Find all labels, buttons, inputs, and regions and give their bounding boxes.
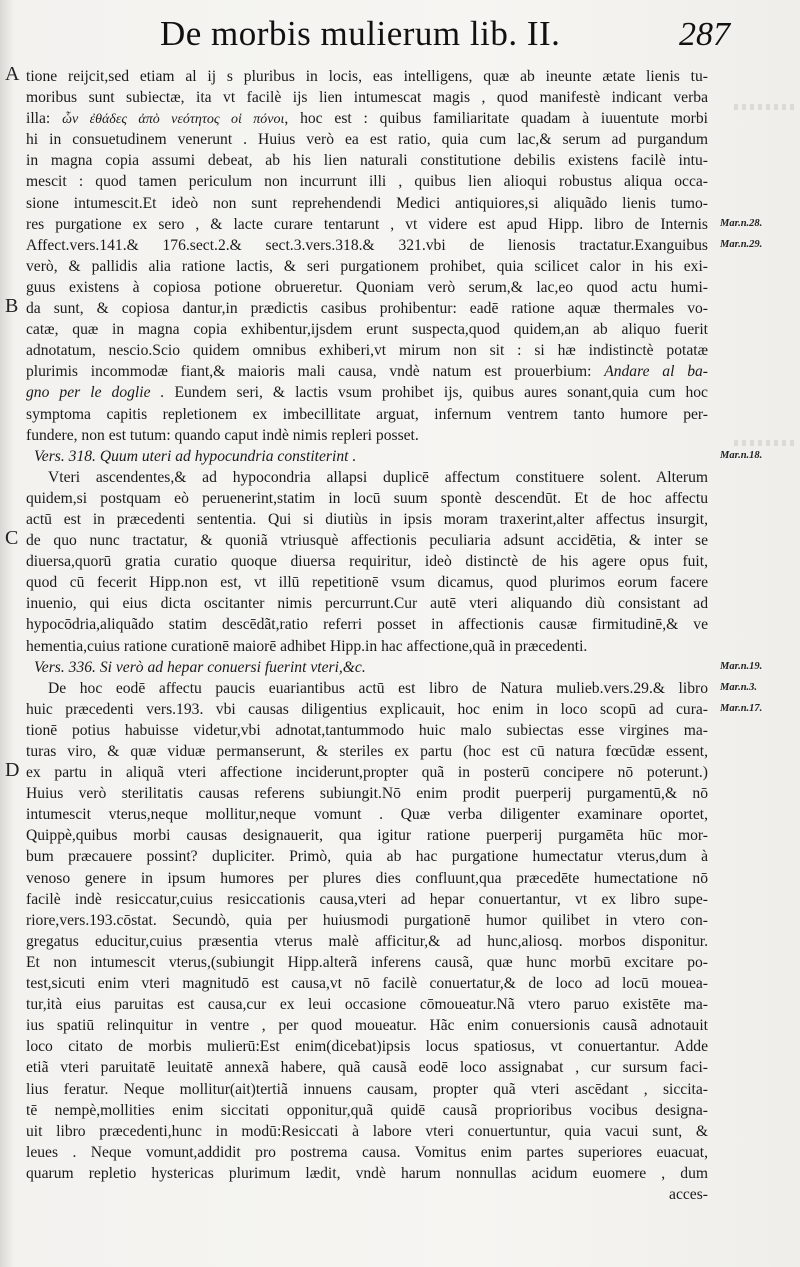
- running-title: De morbis mulierum lib. II.: [160, 14, 561, 53]
- section-marker: A: [5, 63, 20, 85]
- text-line: ex partu in aliquã vteri affectione inciderunt,propter quã in posterū concipere nō poterunt.): [26, 764, 708, 782]
- text-line: tione reijcit,sed etiam al ij s pluribus in locis, eas intelligens, quæ ab ineunte ætate lienis tu-: [26, 68, 708, 85]
- text-line: adnotatum, nescio.Scio quidem omnibus exhiberi,vt mirum non sit : si hæ indistinctè potatæ: [26, 342, 708, 360]
- text-line: tur,ità eius paruitas est causa,cur ex leui occasione cōmoueatur.Nã vtero paruo existēte ma-: [26, 996, 708, 1014]
- text-line: hementia,cuius ratione curationē maiorē adhibet Hipp.in hac affectione,quã in præcedenti.: [26, 637, 588, 655]
- text-line: ius spatiū relinquitur in ventre , per quod moueatur. Hãc enim conuersionis causã adnotauit: [26, 1017, 708, 1035]
- text-line: res purgatione ex sero , & lacte curare tentarunt , vt videre est apud Hipp. libro de Internis: [26, 215, 708, 233]
- text-line: Vers. 318. Quum uteri ad hypocundria constiterint .: [34, 447, 357, 465]
- section-marker: B: [5, 295, 19, 318]
- text-span: plurimis incommodæ fiant,& maioris mali causa, vndè natum est prouerbium:: [26, 363, 605, 381]
- text-line: [26, 108, 708, 129]
- text-line: actū est in præcedenti sententia. Qui si diutiùs in ipsis moram traxerint,alter affectus insurgit,: [26, 510, 708, 528]
- text-line: huic præcedenti vers.193. vbi causas diligentius explicauit, hoc enim in loco scopū ad cura-: [26, 700, 708, 718]
- text-line: Huius verò sterilitatis causas referens subiungit.Nō enim prodit puerperij purgamentū,& nō: [26, 785, 708, 803]
- text-line: moribus sunt subiectæ, ita vt facilè ijs lien intumescat magis , quod manifestè indicant verba: [26, 89, 708, 107]
- text-span-greek: ὧν ἐθάδες ἀπὸ νεότητος οἱ πόνοι: [62, 112, 285, 128]
- text-line: gregatus educitur,cuius præsentia vterus malè afficitur,& ad hunc,aliosq. morbos disponitur.: [26, 932, 708, 950]
- text-line: bum præcauere possint? dupliciter. Primò, quia ab hac purgatione humectatur vterus,dum à: [26, 848, 708, 866]
- text-line: De hoc eodē affectu paucis euariantibus actū est libro de Natura mulieb.vers.29.& libro: [48, 679, 708, 697]
- text-line: lius feratur. Neque mollitur(ait)tertiã innuens causam, propter quã vteri ascēdant , siccita-: [26, 1080, 708, 1098]
- page-number: 287: [679, 16, 730, 53]
- text-line: riore,vers.193.cōstat. Secundò, quia per huiusmodi purgationē humor quilibet in vtero con-: [26, 911, 708, 929]
- text-line: inuenio, qui eius dicta oscitanter nimis percurrunt.Cur autē vteri aliquando diù consistant ad: [26, 595, 708, 613]
- body-text: [26, 66, 708, 1205]
- text-line: hypocōdria,aliquãdo statim descēdãt,ratio referri posset in affectionis causæ firmitudinē,& ve: [26, 616, 708, 634]
- margin-note: Mar.n.19.: [720, 660, 763, 672]
- text-line: Vteri ascendentes,& ad hypocondria allapsi duplicē affectum constituere solent. Alterum: [48, 468, 708, 486]
- text-line: quidem,si postquam eò peruenerint,statim in locū suum spontè descendūt. Et de hoc affectu: [26, 489, 708, 507]
- text-line: in magna copia assumi debeat, ab his lien naturali constitutione debilis existens facilè intu-: [26, 152, 708, 170]
- text-line: guus existens à copiosa potione obrueretur. Quoniam verò serum,& lac,eo quod actu humi-: [26, 278, 708, 296]
- text-span: , hoc est : quibus familiaritate quadam à iuuentute morbi: [284, 110, 708, 128]
- bleed-through-mark: [734, 440, 794, 446]
- text-line: quod cū fecerit Hipp.non est, vt illū repetitionē vsum dicamus, quod plurimos eorum facere: [26, 574, 708, 592]
- text-line: verò, & pallidis alia ratione lactis, & seri purgationem prohibet, quia scilicet calor in his exi-: [26, 257, 708, 275]
- text-line: da sunt, & copiosa dantur,in prædictis casibus prohibentur: eadē ratione aquæ thermales vo-: [26, 300, 708, 318]
- margin-note: Mar.n.17.: [720, 703, 763, 714]
- text-line: diuersa,quorū gratia curatio quoque diuersa requiritur, ideò distinctè de his agere opus fuit,: [26, 553, 708, 571]
- section-marker: D: [5, 759, 20, 782]
- text-line: sione intumescit.Et ideò non sunt reprehendendi Medici antiquiores,si aliquãdo lienis tumo-: [26, 194, 708, 212]
- text-line: de quo nunc tractatur, & quoniã vtriusquè affectionis peculiaria adsunt accidētia, & inter se: [26, 532, 708, 550]
- text-line: acces-: [669, 1185, 708, 1203]
- margin-note: Mar.n.28.: [720, 217, 763, 229]
- text-line: Quippè,quibus morbi causas designauerit, qua igitur ratione puerperij purgamēta hūc mor-: [26, 827, 708, 845]
- text-span: illa:: [26, 110, 63, 128]
- text-line: hi in consuetudinem venerunt . Huius verò ea est ratio, quia cum lac,& serum ad purgandum: [26, 131, 708, 149]
- text-line: test,sicuti enim vteri magnitudō est causa,vt nō facilè conuertatur,& de loco ad locū mouea-: [26, 975, 708, 993]
- text-line: Affect.vers.141.& 176.sect.2.& sect.3.vers.318.& 321.vbi de lienosis tractatur.Exanguibus: [26, 236, 708, 254]
- text-span-ital: Andare al ba-: [604, 363, 708, 381]
- text-line: loco citato de morbis mulierū:Est enim(dicebat)ipsis locus spatiosus, vt conuertantur. Adde: [26, 1038, 708, 1056]
- text-span-ital: gno per le doglie .: [26, 384, 175, 402]
- text-line: quarum repletio hystericas plurimum lædit, vndè harum nonnullas acidum euomere , dum: [26, 1164, 708, 1182]
- margin-note: Mar.n.18.: [720, 449, 763, 461]
- text-line: leues . Neque vomunt,addidit pro postrema causa. Vomitus enim partes superiores euacuat,: [26, 1143, 708, 1161]
- text-line: mescit : quod tamen periculum non incurrunt illi , quibus lien alioqui robustus aliqua occa-: [26, 173, 708, 191]
- margin-note: Mar.n.3.: [720, 681, 758, 693]
- section-marker: C: [5, 527, 19, 550]
- text-line: turas viro, & quæ viduæ permanserunt, & steriles ex partu (hoc est cū natura fœcūdæ essent,: [26, 743, 708, 760]
- text-line: uit libro præcedenti,hunc in modū:Resiccati à labore vteri conuertuntur, quia vacui sunt, &: [26, 1122, 708, 1140]
- text-line: etiã vteri paruitatē leuitatē annexã habere, quã causã eodē loco assignabat , cur sursum faci-: [26, 1059, 708, 1077]
- margin-note: Mar.n.29.: [720, 238, 763, 250]
- text-line: Et non intumescit vterus,(subiungit Hipp.alterã inferens causã, quæ hunc morbū excitare po-: [26, 953, 708, 971]
- text-line: [26, 361, 708, 382]
- text-line: Vers. 336. Si verò ad hepar conuersi fuerint vteri,&c.: [34, 658, 366, 676]
- text-line: fundere, non est tutum: quando caput indè nimis repleri posset.: [26, 426, 419, 444]
- text-line: [26, 382, 708, 403]
- text-line: tē nempè,mollities enim siccitati opponitur,quã quidē causã proprioribus vocibus designa-: [26, 1101, 708, 1119]
- text-line: symptoma capitis repletionem ex imbecillitate arguat, infernum ventrem tanto humore per-: [26, 405, 708, 423]
- text-line: facilè indè resiccatur,cuius resiccationis causa,vteri ad hepar conuertantur, vt ex libro supe-: [26, 890, 708, 908]
- bleed-through-mark: [734, 104, 794, 110]
- text-line: venoso genere in ipsum humores per plures dies confluunt,qua præcedēte humectatione nō: [26, 869, 708, 887]
- text-span: Eundem seri, & lactis vsum prohibet ijs, quibus aures sonant,quia cum hoc: [174, 384, 708, 402]
- text-line: tionē potius habuisse videtur,vbi adnotat,tantummodo huic malo subiectas esse virgines ma-: [26, 721, 708, 739]
- running-header: [160, 14, 760, 62]
- text-line: catæ, quæ in magna copia exhibentur,ijsdem erunt suspecta,quod quidem,an ab aliquo fuerit: [26, 321, 708, 339]
- text-line: intumescit vterus,neque mollitur,neque vomunt . Quæ verba diligenter examinare oportet,: [26, 806, 708, 824]
